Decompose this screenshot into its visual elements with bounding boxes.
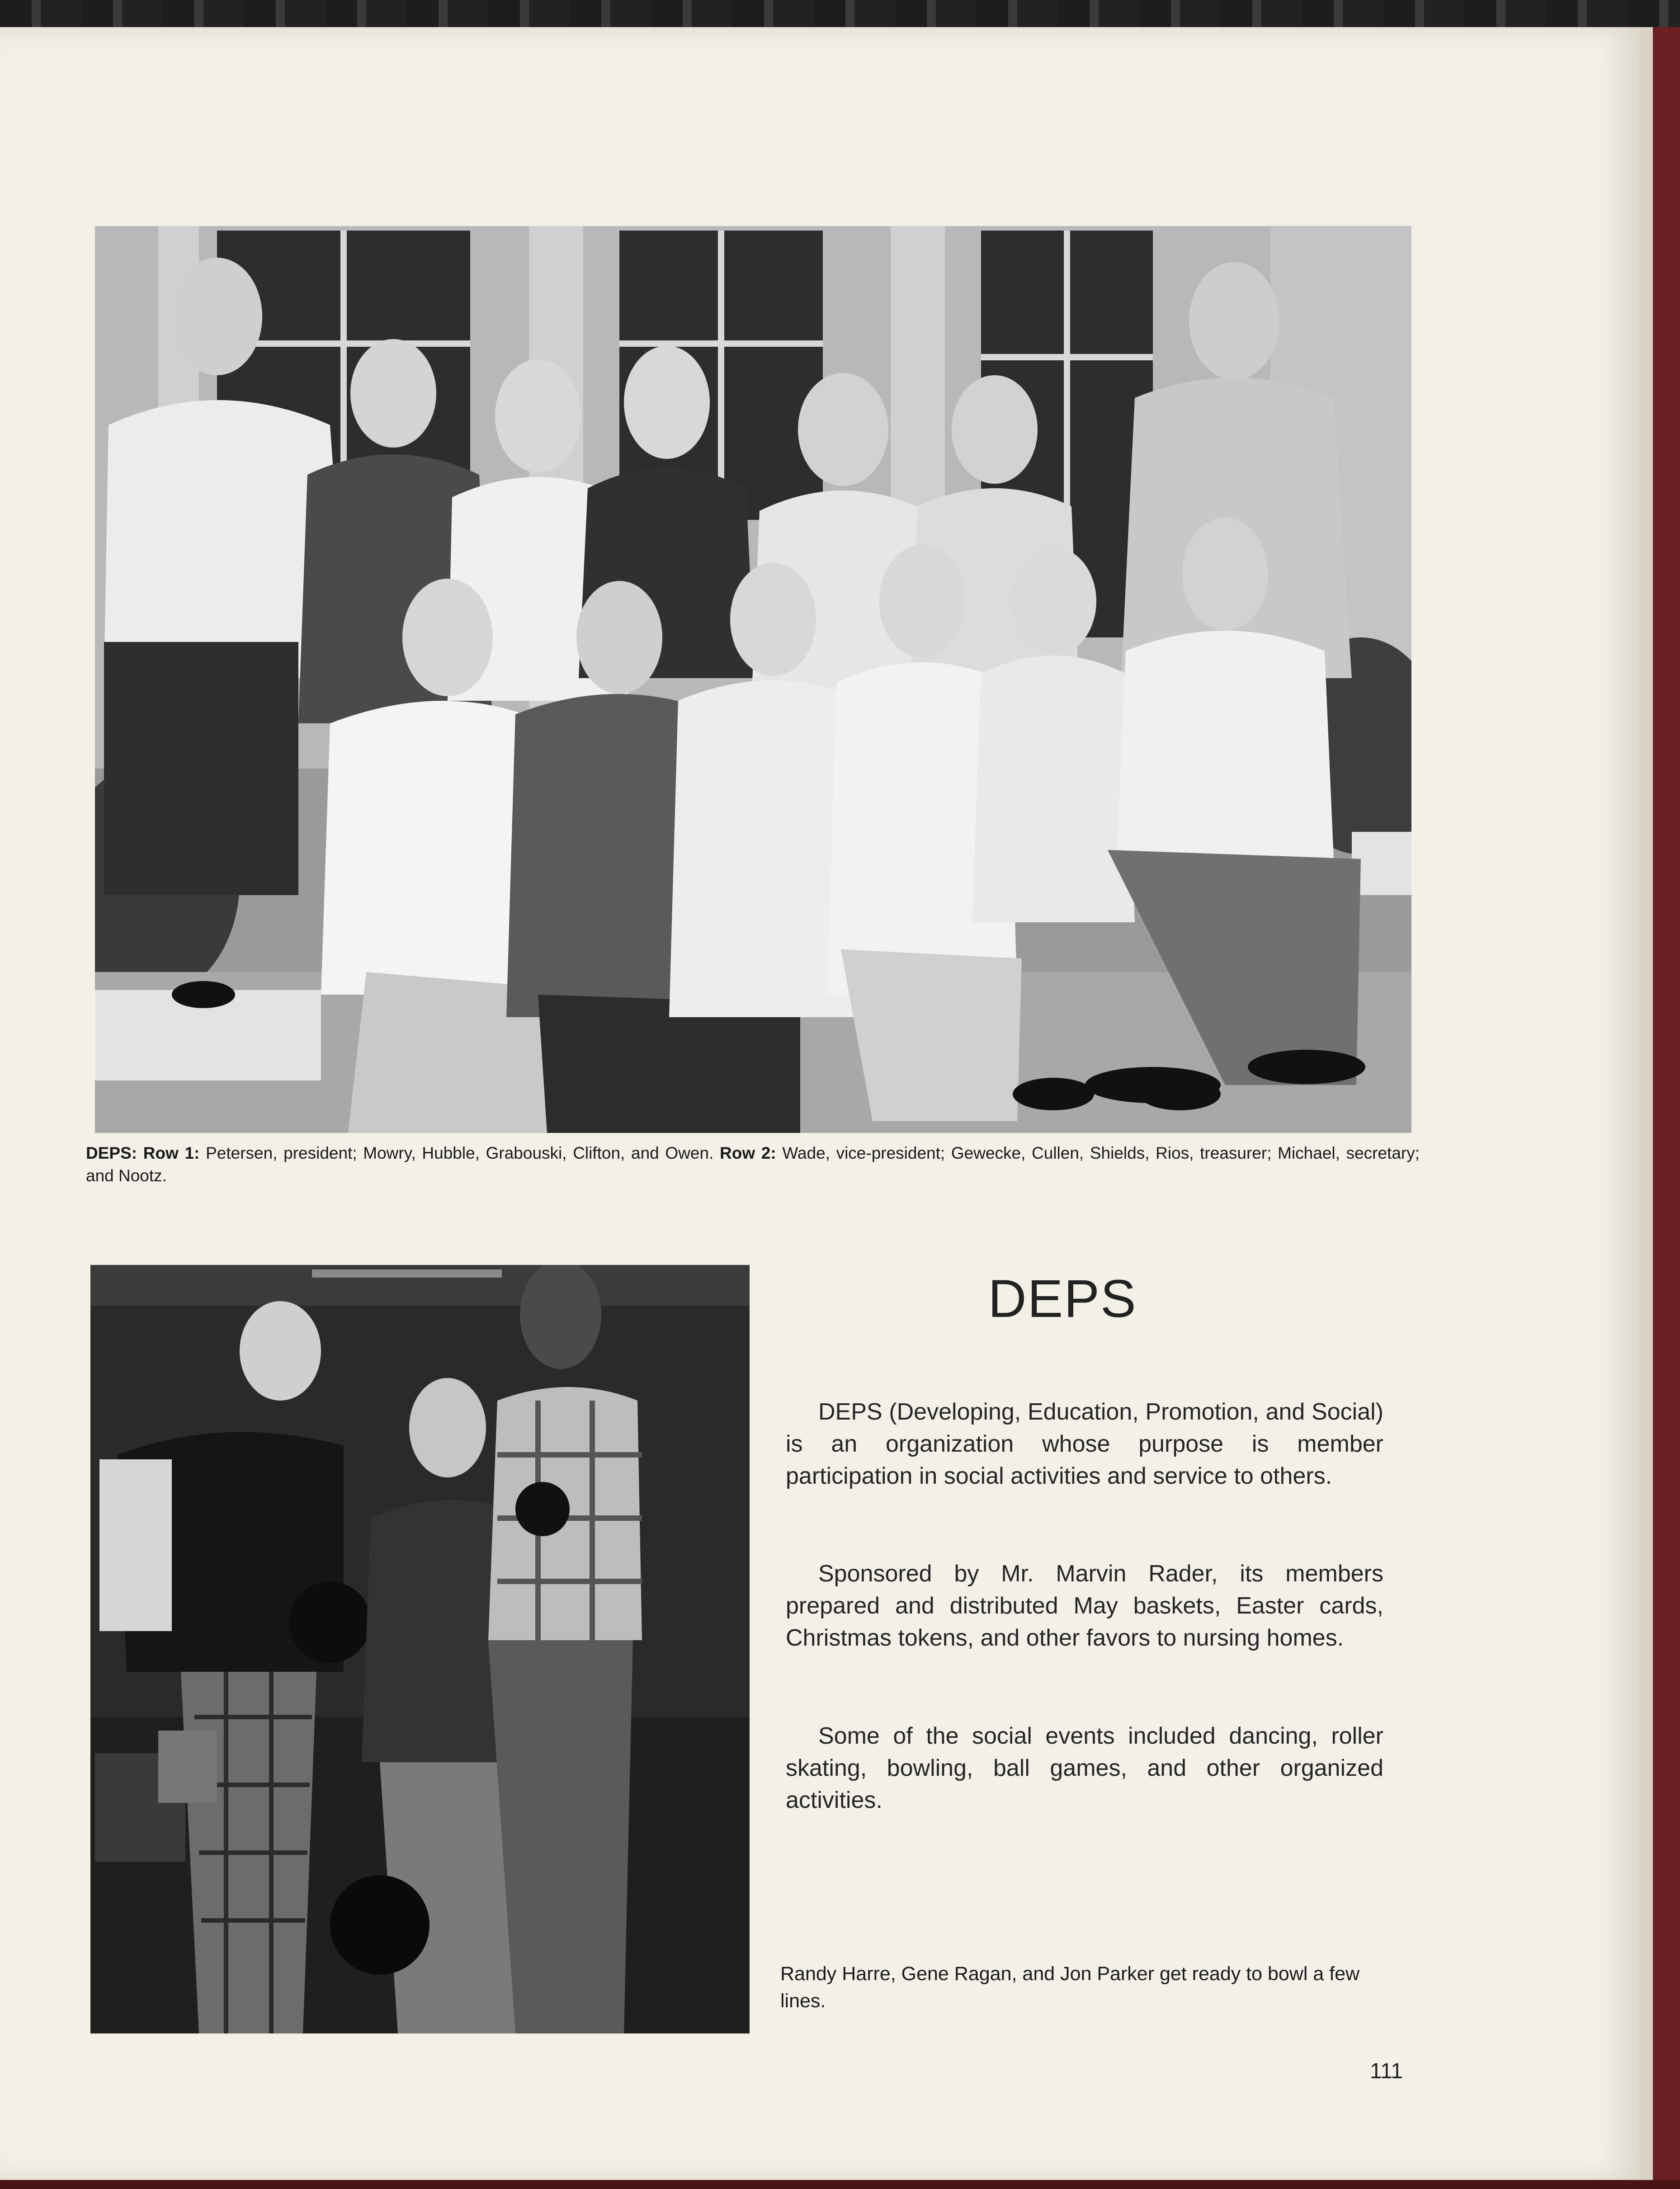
article-paragraph: Some of the social events included dancing, roller skating, bowling, ball games, and other organized activities. — [786, 1723, 1383, 1813]
book-cover-edge — [1639, 27, 1680, 2180]
caption-label-row-2: Row 2: — [720, 1144, 783, 1162]
group-photo-image — [95, 226, 1411, 1133]
article-paragraph: DEPS (Developing, Education, Promotion, and Social) is an organization whose purpose is member participation in social activities and service to others. — [786, 1399, 1383, 1489]
caption-label-row-1: Row 1: — [143, 1144, 206, 1162]
page-number: 111 — [1370, 2059, 1403, 2083]
bowling-photo-image — [90, 1265, 750, 2033]
article-paragraph: Sponsored by Mr. Marvin Rader, its members prepared and distributed May baskets, Easter cards, Christmas tokens, and other favors to nursing homes. — [786, 1561, 1383, 1651]
group-photo — [95, 226, 1411, 1133]
bowling-photo-caption: Randy Harre, Gene Ragan, and Jon Parker get ready to bowl a few lines. — [780, 1963, 1360, 2012]
caption-row-1-names: Petersen, president; Mowry, Hubble, Grabouski, Clifton, and Owen. — [206, 1144, 720, 1162]
page-top-binding-strip — [0, 0, 1680, 27]
caption-row-2-names: Wade, vice-president; Gewecke, Cullen, Shields, Rios, treasurer; Michael, secretary; and Nootz. — [86, 1144, 1420, 1185]
group-photo-caption — [86, 1142, 1420, 1187]
bowling-photo — [90, 1265, 750, 2033]
caption-label-deps: DEPS: — [86, 1144, 143, 1162]
article-title: DEPS — [988, 1269, 1137, 1329]
